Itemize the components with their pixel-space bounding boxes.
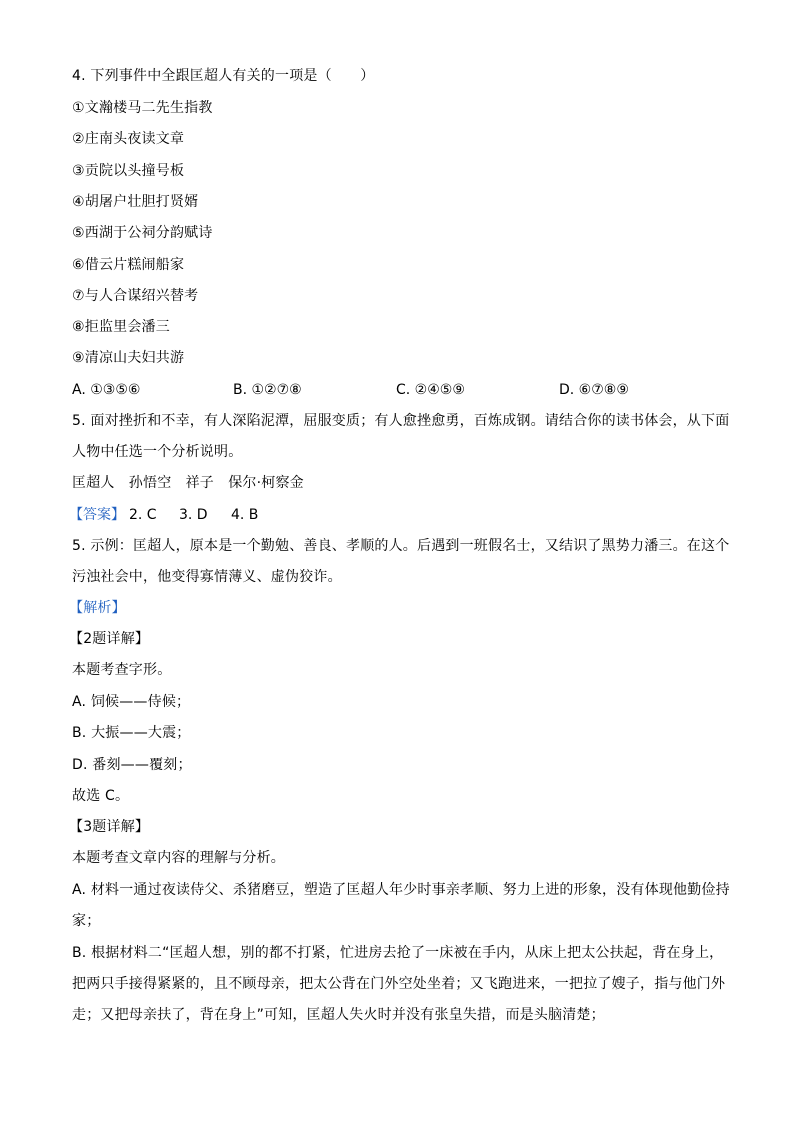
q4-item: ⑧拒监里会潘三 [72, 319, 170, 335]
q2-detail-line: 本题考查字形。 [72, 662, 172, 678]
q3-detail-intro: 本题考查文章内容的理解与分析。 [72, 850, 285, 866]
q3-option-b-line2: 把两只手接得紧紧的，且不顾母亲，把太公背在门外空处坐着；又飞跑进来，一把拉了嫂子，指与他门外 [72, 976, 726, 992]
q3-option-a-line1: A. 材料一通过夜读侍父、杀猪磨豆，塑造了匡超人年少时事亲孝顺、努力上进的形象，没有体现他勤俭持 [72, 882, 730, 898]
q4-item: ①文瀚楼马二先生指教 [72, 100, 213, 116]
q3-option-a-line2: 家； [72, 913, 101, 929]
q2-detail-line: 故选 C。 [72, 788, 130, 804]
q4-item: ④胡屠户壮胆打贤婿 [72, 194, 199, 210]
q3-option-b-line3: 走；又把母亲扶了，背在身上”可知，匡超人失火时并没有张皇失措，而是头脑清楚； [72, 1007, 605, 1023]
q2-detail-heading: 【2题详解】 [69, 631, 150, 647]
option-c: C. ②④⑤⑨ [396, 382, 465, 398]
q4-item: ⑥借云片糕闹船家 [72, 257, 185, 273]
q5-stem-line1: 5. 面对挫折和不幸，有人深陷泥潭，屈服变质；有人愈挫愈勇，百炼成钢。请结合你的读书体会，从下面 [72, 413, 730, 429]
q4-item: ⑦与人合谋绍兴替考 [72, 288, 199, 304]
option-b: B. ①②⑦⑧ [233, 382, 302, 398]
option-a: A. ①③⑤⑥ [72, 382, 141, 398]
q4-stem: 4. 下列事件中全跟匡超人有关的一项是（ ） [72, 68, 375, 84]
q4-item: ③贡院以头撞号板 [72, 163, 185, 179]
q2-detail-line: B. 大振——大震； [72, 725, 191, 741]
q4-item: ⑨清凉山夫妇共游 [72, 350, 185, 366]
q2-detail-line: D. 番刻——覆刻； [72, 757, 192, 773]
answer-4: 4. B [231, 507, 259, 523]
analysis-label: 【解析】 [69, 600, 126, 616]
q5-characters: 匡超人 孙悟空 祥子 保尔·柯察金 [72, 475, 304, 491]
q3-detail-heading: 【3题详解】 [69, 819, 150, 835]
answer-3: 3. D [179, 507, 208, 523]
answer-5-line1: 5. 示例：匡超人，原本是一个勤勉、善良、孝顺的人。后遇到一班假名士，又结识了黑势力潘三。在这个 [72, 538, 730, 554]
answer-label: 【答案】 [69, 507, 125, 523]
q4-options [72, 381, 752, 399]
answer-5-line2: 污浊社会中，他变得寡情薄义、虚伪狡诈。 [72, 569, 342, 585]
q3-option-b-line1: B. 根据材料二“匡超人想，别的都不打紧，忙进房去抢了一床被在手内，从床上把太公扶起，背在身上， [72, 945, 724, 961]
q2-detail-line: A. 饲候——侍候； [72, 694, 191, 710]
answer-row [69, 506, 472, 524]
q4-item: ⑤西湖于公祠分韵赋诗 [72, 225, 213, 241]
answer-2: 2. C [129, 507, 157, 523]
q4-item: ②庄南头夜读文章 [72, 131, 185, 147]
q5-stem-line2: 人物中任选一个分析说明。 [72, 444, 243, 460]
option-d: D. ⑥⑦⑧⑨ [559, 382, 629, 398]
